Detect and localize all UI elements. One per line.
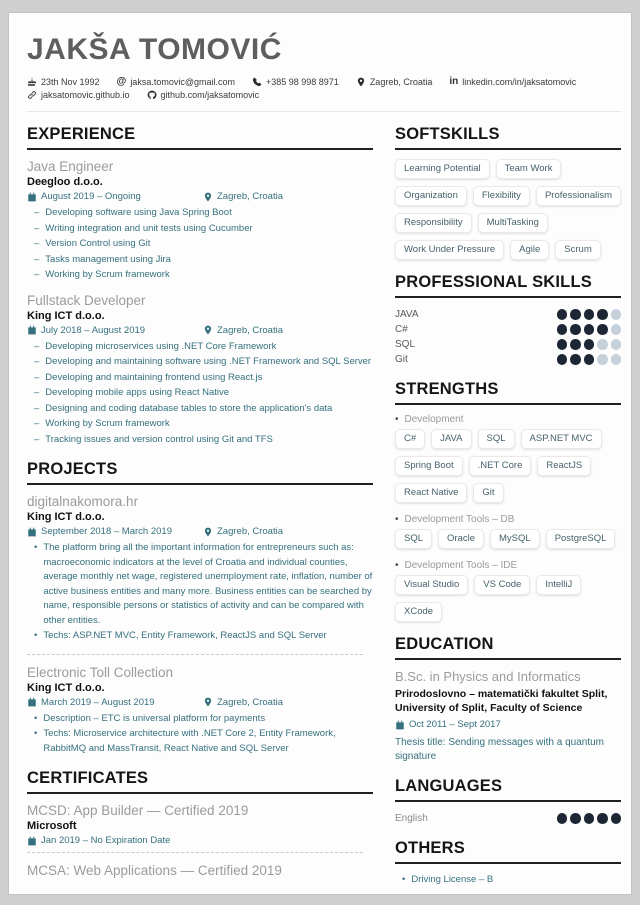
skill-tag: Professionalism [536, 186, 621, 206]
language-list [395, 811, 621, 826]
contact-website[interactable] [27, 90, 130, 100]
skill-tag: Agile [510, 240, 549, 260]
contact-row-2 [27, 90, 621, 100]
strengths-tags [395, 429, 621, 503]
bullet-item: – Tasks management using Jira [34, 253, 373, 268]
bullet-item: • Techs: ASP.NET MVC, Entity Framework, ReactJS and SQL Server [34, 629, 373, 644]
language-row [395, 811, 621, 826]
entry-meta [395, 719, 621, 730]
skill-tag: Visual Studio [395, 575, 468, 595]
dashed-divider [27, 654, 363, 655]
strengths-tags [395, 529, 621, 549]
date-text: Jan 2019 – No Expiration Date [41, 835, 171, 846]
right-column [395, 112, 621, 895]
calendar-icon [27, 325, 37, 335]
skill-name: Git [395, 354, 408, 365]
skill-tag: SQL [478, 429, 515, 449]
bullet-list [27, 206, 373, 283]
section-projects [27, 460, 373, 756]
skill-name: JAVA [395, 309, 419, 320]
left-column [27, 112, 373, 895]
bullet-item: – Working by Scrum framework [34, 417, 373, 432]
calendar-icon [27, 836, 37, 846]
company-name: King ICT d.o.o. [27, 309, 105, 322]
contact-linkedin[interactable] [449, 77, 576, 87]
section-title-strengths: STRENGTHS [395, 380, 621, 405]
bullet-item: – Developing and maintaining software using .NET Framework and SQL Server [34, 355, 373, 370]
skill-tag: MultiTasking [478, 213, 548, 233]
section-title-professional-skills: PROFESSIONAL SKILLS [395, 273, 621, 298]
bullet-item: – Developing and maintaining frontend using React.js [34, 371, 373, 386]
project-name: Electronic Toll Collection [27, 664, 174, 680]
contact-location [356, 77, 433, 87]
date-text: July 2018 – August 2019 [41, 324, 146, 336]
bullet-item: – Developing software using Java Spring Boot [34, 206, 373, 221]
skill-tag: IntelliJ [536, 575, 581, 595]
softskills-tags [395, 159, 621, 260]
calendar-icon [27, 697, 37, 707]
location-text: Zagreb, Croatia [217, 191, 284, 202]
thesis-title: Thesis title: Sending messages with a quantum signature [395, 737, 604, 762]
skill-rating-list [395, 307, 621, 367]
dashed-divider [27, 852, 363, 853]
contact-list [27, 77, 621, 112]
rating-dots [557, 813, 622, 824]
birthday-icon [27, 77, 37, 87]
section-title-projects: PROJECTS [27, 460, 373, 485]
section-professional-skills [395, 273, 621, 367]
bullet-list [27, 541, 373, 644]
location-icon [203, 325, 213, 335]
skill-tag: Responsibility [395, 213, 472, 233]
skill-tag: XCode [395, 602, 442, 622]
location-icon [203, 697, 213, 707]
skill-tag: Flexibility [473, 186, 530, 206]
date-text: Oct 2011 – Sept 2017 [409, 719, 501, 730]
section-title-softskills: SOFTSKILLS [395, 125, 621, 150]
bullet-item: – Working by Scrum framework [34, 268, 373, 283]
skill-name: C# [395, 324, 408, 335]
section-others [395, 839, 621, 888]
strengths-group-label: • Development Tools – DB [395, 514, 621, 525]
experience-entry [27, 293, 373, 448]
entry-meta [27, 835, 373, 846]
skill-tag: Team Work [496, 159, 562, 179]
date-range [27, 325, 203, 336]
contact-github[interactable] [147, 90, 260, 100]
contact-text: +385 98 998 8971 [265, 77, 339, 87]
skill-tag: Git [473, 483, 503, 503]
section-title-languages: LANGUAGES [395, 777, 621, 802]
contact-email[interactable] [117, 77, 235, 87]
entry-meta [27, 191, 373, 202]
date-range [395, 719, 571, 730]
bullet-item: • The platform bring all the important information for entrepreneurs such as: macroeconomic indicators at the level of Croatia and individual counties, average monthly net wage, registered unemployment rate, inflation, number of active business entities and many more. Business entities can be searched by name, responsible persons or statistics of activity and can be compared with other entities. [34, 541, 373, 628]
section-title-education: EDUCATION [395, 635, 621, 660]
location-text: Zagreb, Croatia [217, 324, 284, 336]
strengths-group-label: • Development Tools – IDE [395, 560, 621, 571]
entry-meta [27, 697, 373, 708]
location-icon [203, 192, 213, 202]
job-title: Fullstack Developer [27, 292, 146, 308]
skill-tag: Scrum [555, 240, 600, 260]
resume-page [8, 12, 632, 895]
certificate-entry [27, 863, 373, 878]
rating-dots [557, 354, 622, 365]
email-icon: @ [116, 76, 127, 87]
skill-tag: .NET Core [469, 456, 532, 476]
skill-tag: Oracle [438, 529, 484, 549]
issuer-name: Microsoft [27, 820, 77, 832]
date-range [27, 835, 203, 846]
date-text: March 2019 – August 2019 [41, 696, 155, 708]
contact-text: 23th Nov 1992 [41, 77, 100, 87]
experience-entry [27, 159, 373, 283]
bullet-item: – Version Control using Git [34, 237, 373, 252]
bullet-item: – Tracking issues and version control using Git and TFS [34, 433, 373, 448]
calendar-icon [27, 192, 37, 202]
company-name: Deegloo d.o.o. [27, 176, 103, 188]
company-name: King ICT d.o.o. [27, 511, 105, 523]
section-softskills [395, 125, 621, 260]
link-icon [27, 90, 37, 100]
entry-meta [27, 526, 373, 537]
section-title-certificates: CERTIFICATES [27, 769, 373, 794]
company-name: King ICT d.o.o. [27, 681, 105, 694]
skill-tag: JAVA [431, 429, 471, 449]
skill-tag: VS Code [474, 575, 530, 595]
bullet-item: • Description – ETC is universal platform for payments [34, 712, 373, 727]
skill-tag: Organization [395, 186, 467, 206]
bullet-list [27, 712, 373, 757]
skill-rating-row [395, 337, 621, 352]
skill-rating-row [395, 322, 621, 337]
certificate-name: MCSD: App Builder — Certified 2019 [27, 803, 249, 818]
skill-tag: React Native [395, 483, 467, 503]
skill-tag: C# [395, 429, 425, 449]
skill-tag: MySQL [490, 529, 540, 549]
location [203, 191, 283, 202]
skill-name: SQL [395, 339, 416, 350]
location-text: Zagreb, Croatia [217, 696, 284, 708]
section-title-experience: EXPERIENCE [27, 125, 373, 150]
section-education [395, 635, 621, 764]
person-name: JAKŠA TOMOVIĆ [27, 33, 282, 66]
rating-dots [557, 309, 622, 320]
skill-tag: SQL [395, 529, 432, 549]
language-name: English [395, 813, 428, 824]
contact-text: jaksa.tomovic@gmail.com [130, 77, 235, 87]
location [203, 325, 283, 336]
github-icon [147, 90, 157, 100]
location-icon [203, 527, 213, 537]
skill-tag: Learning Potential [395, 159, 490, 179]
calendar-icon [395, 720, 405, 730]
calendar-icon [27, 527, 37, 537]
location-icon [356, 77, 366, 87]
section-strengths [395, 380, 621, 622]
date-range [27, 526, 203, 537]
location [203, 697, 283, 708]
job-title: Java Engineer [27, 159, 114, 174]
certificate-name: MCSA: Web Applications — Certified 2019 [27, 863, 282, 878]
bullet-list [27, 340, 373, 448]
bullet-item: • Driving License – B [402, 873, 621, 888]
bullet-list [395, 873, 621, 888]
project-entry [27, 494, 373, 644]
skill-tag: ReactJS [537, 456, 591, 476]
bullet-item: – Writing integration and unit tests using Cucumber [34, 222, 373, 237]
project-entry [27, 665, 373, 757]
phone-icon [252, 77, 262, 87]
date-range [27, 697, 203, 708]
date-text: September 2018 – March 2019 [41, 526, 172, 537]
skill-rating-row [395, 352, 621, 367]
skill-rating-row [395, 307, 621, 322]
header [27, 33, 621, 112]
certificate-entry [27, 803, 373, 846]
bullet-item: – Developing microservices using .NET Core Framework [34, 340, 373, 355]
section-languages [395, 777, 621, 826]
bullet-item: – Designing and coding database tables to store the application's data [34, 402, 373, 417]
contact-row-1 [27, 77, 621, 87]
rating-dots [557, 339, 622, 350]
location-text: Zagreb, Croatia [217, 526, 284, 537]
contact-text: Zagreb, Croatia [369, 77, 433, 87]
bullet-item: • Techs: Microservice architecture with .NET Core 2, Entity Framework, RabbitMQ and MassTransit, React Native and SQL Server [34, 727, 373, 756]
section-title-others: OTHERS [395, 839, 621, 864]
project-name: digitalnakomora.hr [27, 494, 139, 509]
contact-text: linkedin.com/in/jaksatomovic [462, 77, 577, 87]
contact-phone[interactable] [252, 77, 339, 87]
school-name: Prirodoslovno – matematički fakultet Split, University of Split, Faculty of Science [395, 688, 608, 714]
date-text: August 2019 – Ongoing [41, 191, 141, 202]
section-certificates [27, 769, 373, 878]
date-range [27, 191, 203, 202]
strengths-tags [395, 575, 621, 622]
entry-meta [27, 325, 373, 336]
contact-birthday [27, 77, 100, 87]
columns [27, 112, 621, 895]
location [203, 526, 283, 537]
skill-tag: Spring Boot [395, 456, 463, 476]
strengths-group-label: • Development [395, 414, 621, 425]
rating-dots [557, 324, 622, 335]
degree-name: B.Sc. in Physics and Informatics [395, 669, 581, 684]
contact-text: github.com/jaksatomovic [160, 90, 260, 100]
section-experience [27, 125, 373, 447]
skill-tag: Work Under Pressure [395, 240, 504, 260]
bullet-item: – Developing mobile apps using React Native [34, 386, 373, 401]
skill-tag: ASP.NET MVC [521, 429, 602, 449]
skill-tag: PostgreSQL [546, 529, 616, 549]
contact-text: jaksatomovic.github.io [41, 90, 130, 100]
linkedin-icon: in [449, 76, 459, 87]
